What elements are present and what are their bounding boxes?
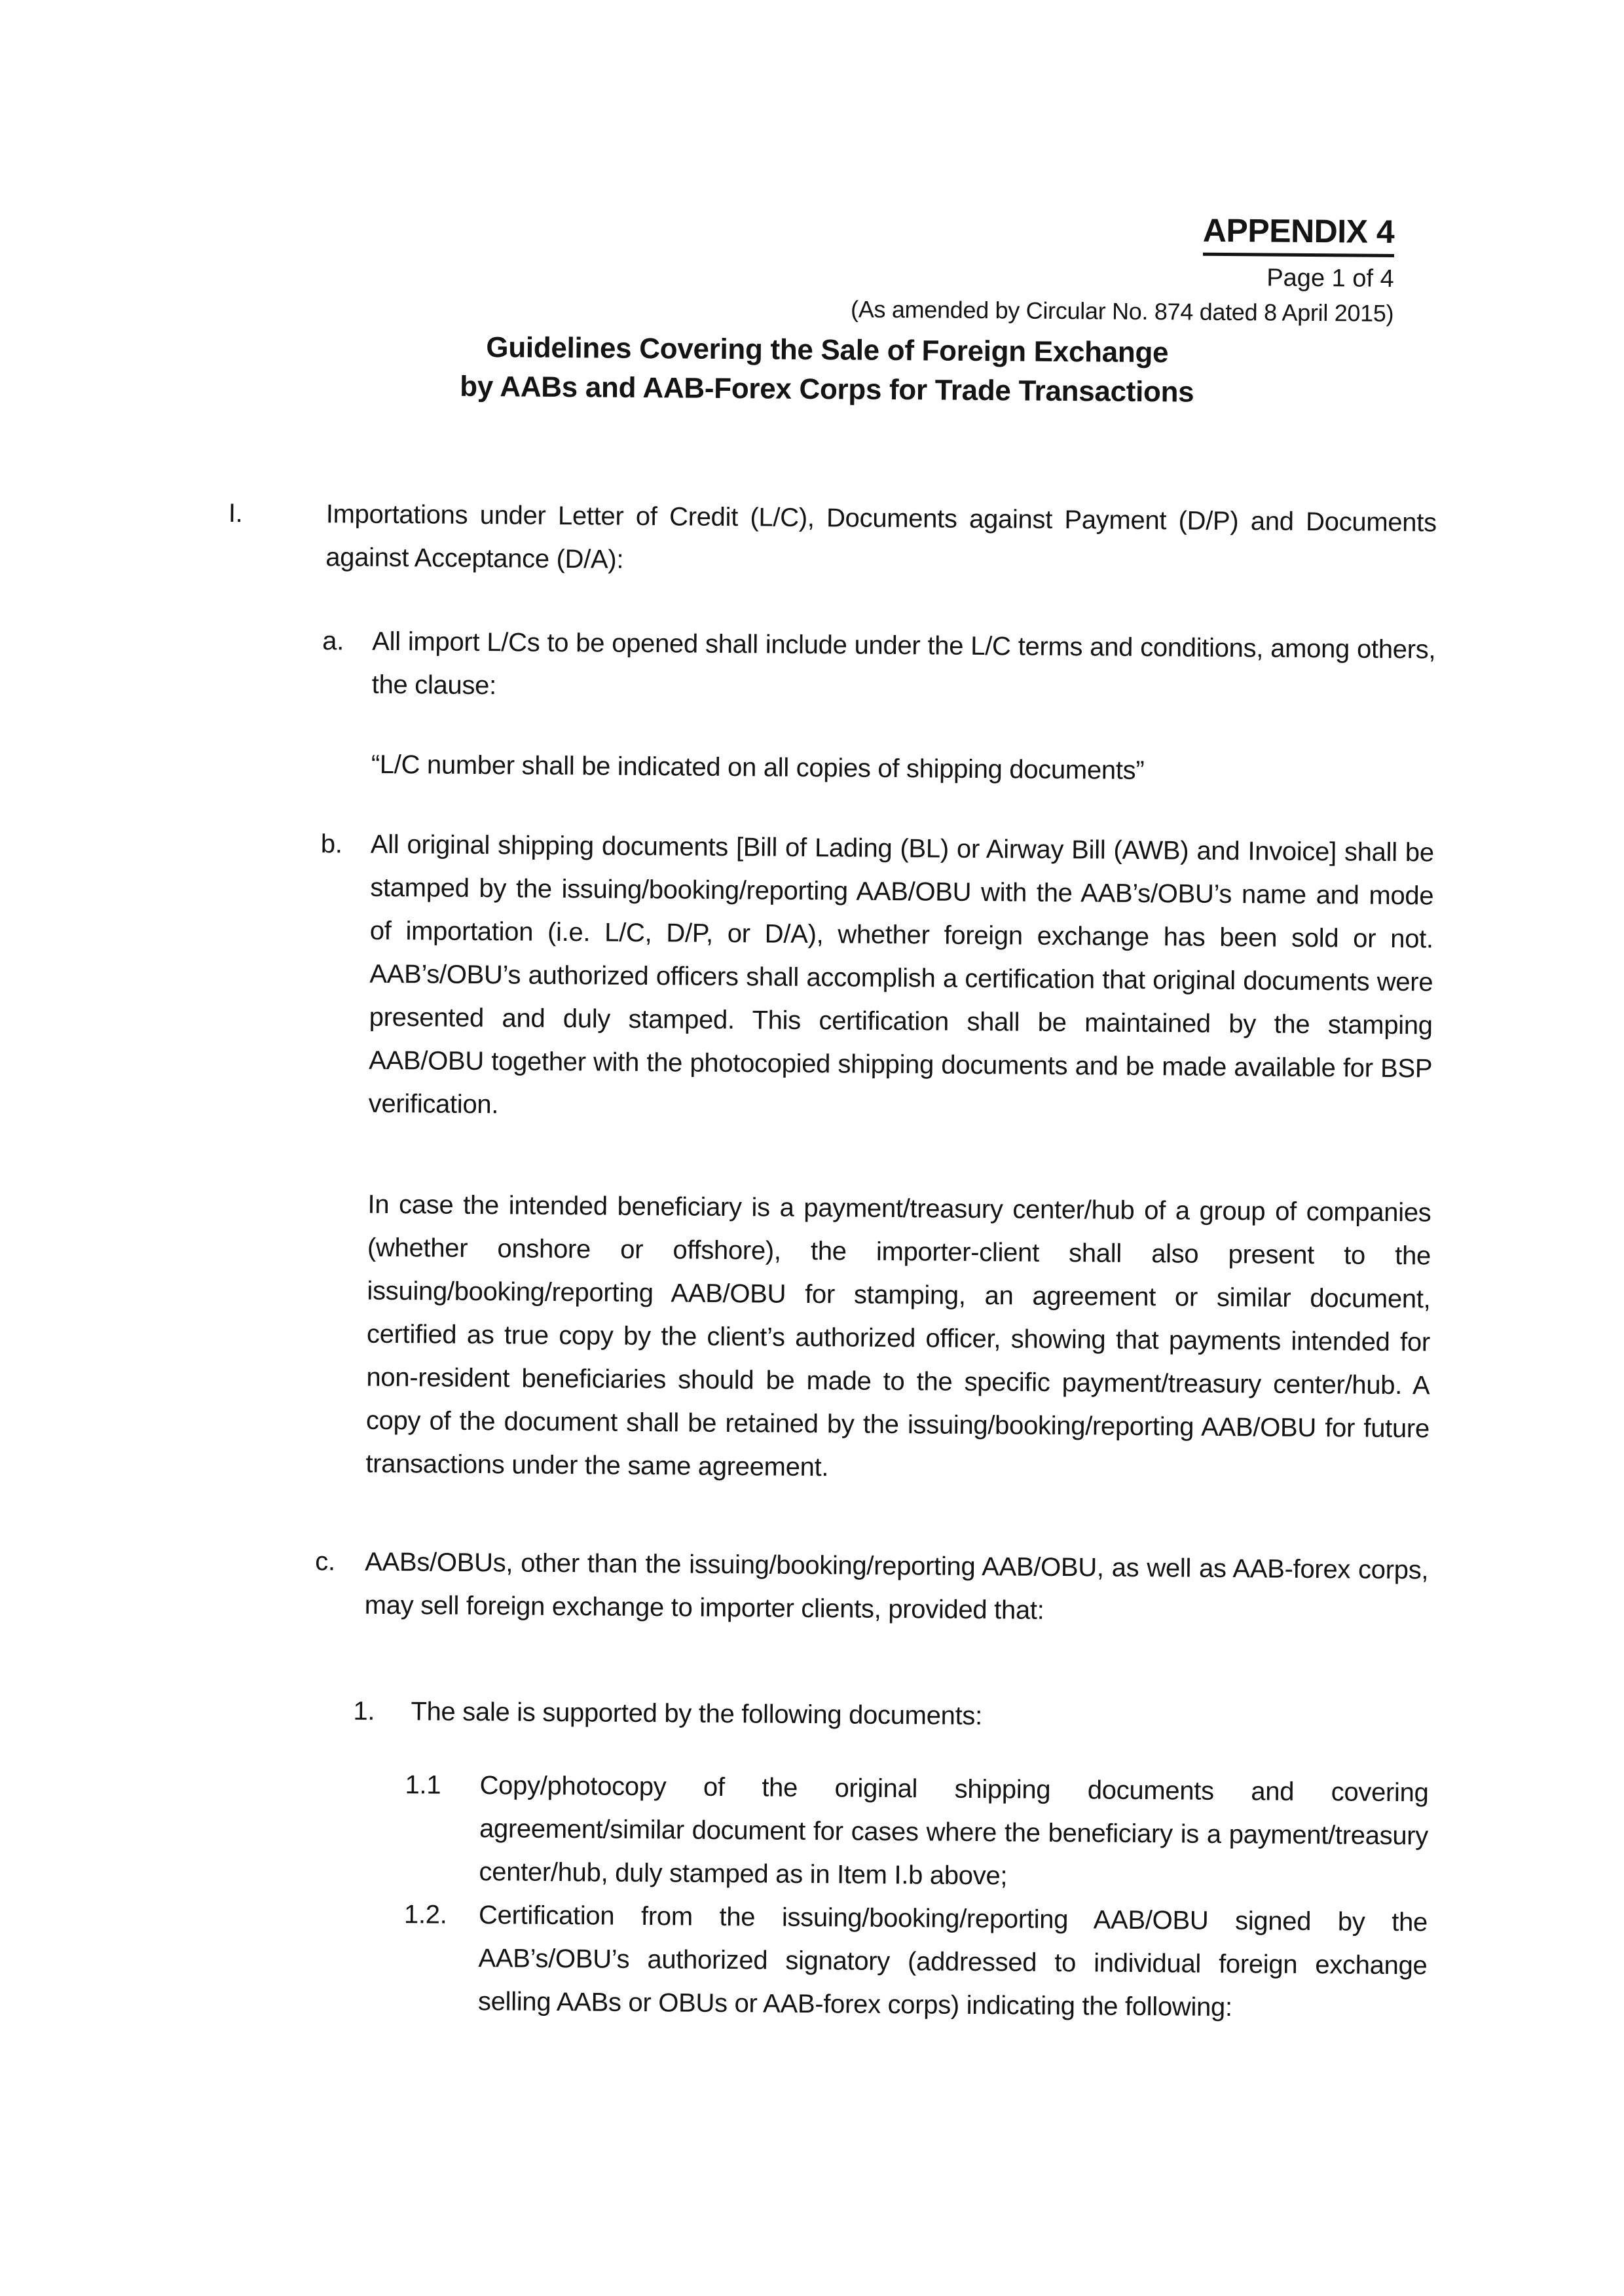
item-1 — [353, 1690, 1427, 1741]
item-a-marker: a. — [322, 627, 344, 656]
document-title — [223, 326, 1431, 414]
page-number: Page 1 of 4 — [1266, 263, 1394, 293]
item-1-marker: 1. — [353, 1696, 375, 1726]
title-line-1: Guidelines Covering the Sale of Foreign Exchange — [486, 331, 1169, 369]
item-1-2-text: Certification from the issuing/booking/reporting AAB/OBU signed by the AAB’s/OBU’s authorized signatory (addressed to individual foreign exchange selling AABs or OBUs or AAB-forex corps) indicating the following: — [477, 1901, 1428, 2022]
section-I — [228, 492, 1437, 587]
item-c — [315, 1540, 1429, 1635]
appendix-label: APPENDIX 4 — [1203, 210, 1395, 257]
section-I-marker: I. — [228, 499, 243, 528]
item-1-text: The sale is supported by the following documents: — [411, 1697, 983, 1731]
item-1-1-text: Copy/photocopy of the original shipping documents and covering agreement/similar document for cases where the beneficiary is a payment/treasury center/hub, duly stamped as in Item I.b above; — [479, 1771, 1429, 1891]
title-line-2: by AABs and AAB-Forex Corps for Trade Transactions — [460, 370, 1194, 409]
item-c-marker: c. — [315, 1547, 335, 1576]
item-b-paragraph-2: In case the intended beneficiary is a payment/treasury center/hub of a group of companies (whether onshore or offshore), the importer-client shall also present to the issuing/booking/reporting AAB/OBU for stamping, an agreement or similar document, certified as true copy by the client’s authorized officer, showing that payments intended for non-resident beneficiaries should be made to the specific payment/treasury center/hub. A copy of the document shall be retained by the issuing/booking/reporting AAB/OBU for future transactions under the same agreement. — [365, 1190, 1431, 1482]
item-1-2-marker: 1.2. — [403, 1900, 447, 1929]
item-1-2 — [403, 1893, 1428, 2030]
section-I-text: Importations under Letter of Credit (L/C), Documents against Payment (D/P) and Documents against Acceptance (D/A): — [325, 500, 1437, 574]
item-a-text: All import L/Cs to be opened shall include under the L/C terms and conditions, among others, the clause: — [371, 627, 1436, 701]
item-a — [322, 620, 1436, 715]
item-b — [320, 823, 1434, 1134]
item-1-1-marker: 1.1 — [405, 1770, 441, 1800]
item-b-text: All original shipping documents [Bill of Lading (BL) or Airway Bill (AWB) and Invoice] shall be stamped by the issuing/booking/reporting AAB/OBU with the AAB’s/OBU’s name and mode of importation (i.e. L/C, D/P, or D/A), whether foreign exchange has been sold or not. AAB’s/OBU’s authorized officers shall accomplish a certification that original documents were presented and duly stamped. This certification shall be maintained by the stamping AAB/OBU together with the photocopied shipping documents and be made available for BSP verification. — [368, 829, 1434, 1120]
item-c-text: AABs/OBUs, other than the issuing/booking/reporting AAB/OBU, as well as AAB-forex corps, may sell foreign exchange to importer clients, provided that: — [364, 1547, 1429, 1625]
item-1-1 — [405, 1764, 1429, 1901]
amendment-note: (As amended by Circular No. 874 dated 8 April 2015) — [850, 295, 1394, 327]
lc-clause-quote: “L/C number shall be indicated on all copies of shipping documents” — [371, 750, 1145, 786]
page-header — [851, 207, 1395, 328]
item-b-marker: b. — [320, 829, 342, 859]
